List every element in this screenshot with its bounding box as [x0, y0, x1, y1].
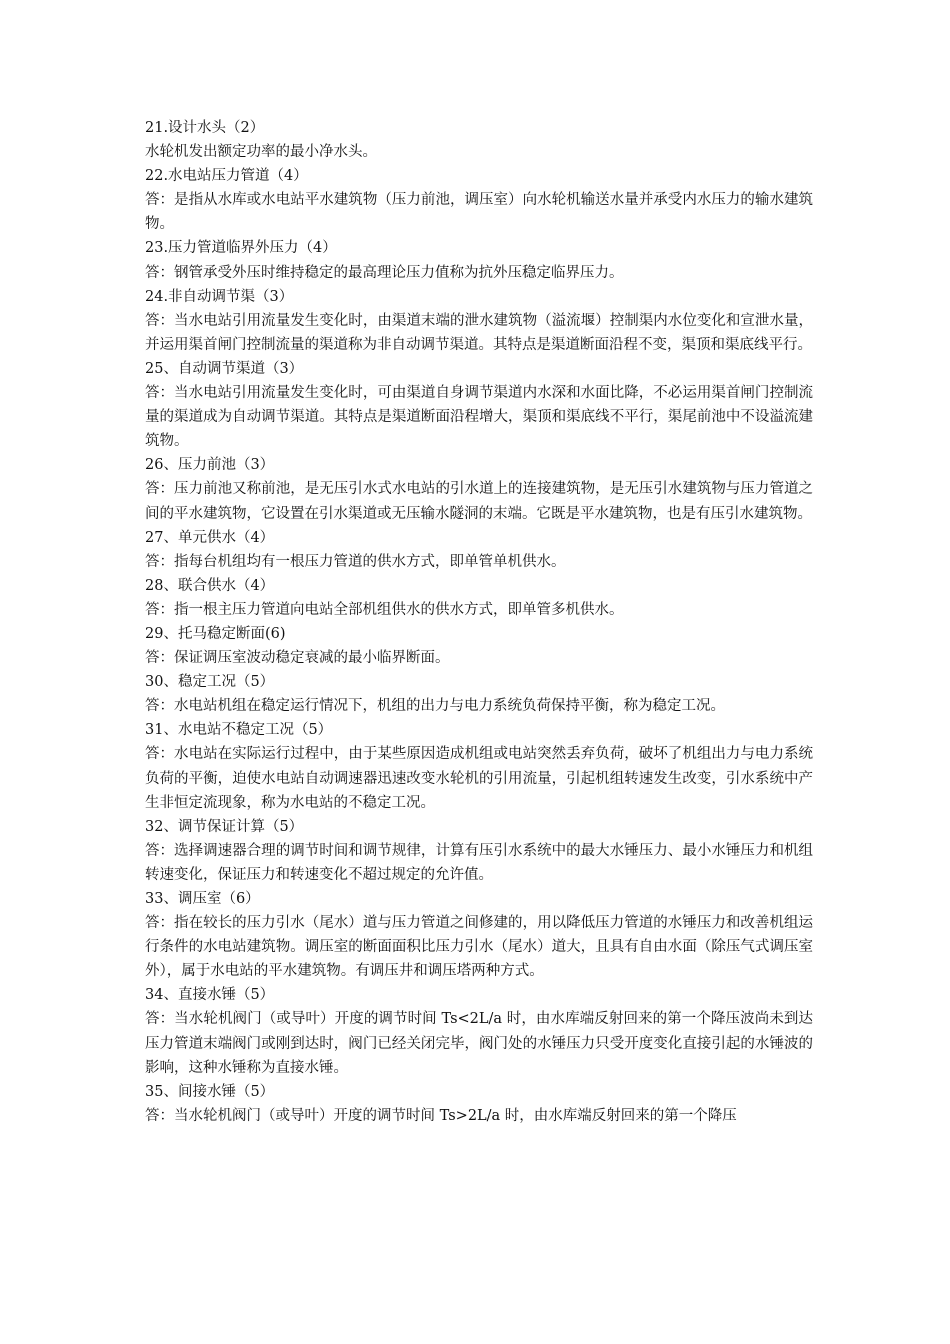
term-29: 29、托马稳定断面(6)	[145, 625, 286, 642]
term-28: 28、联合供水（4）	[145, 577, 275, 594]
term-32: 32、调节保证计算（5）	[145, 818, 304, 835]
answer-21: 水轮机发出额定功率的最小净水头。	[145, 144, 377, 161]
answer-27: 答：指每台机组均有一根压力管道的供水方式，即单管单机供水。	[145, 553, 566, 570]
answer-33: 答：指在较长的压力引水（尾水）道与压力管道之间修建的，用以降低压力管道的水锤压力和改善机组运行条件的水电站建筑物。调压室的断面面积比压力引水（尾水）道大，且具有自由水面（除压气式调压室外），属于水电站的平水建筑物。有调压井和调压塔两种方式。	[145, 915, 813, 980]
term-22: 22.水电站压力管道（4）	[145, 168, 308, 185]
answer-28: 答：指一根主压力管道向电站全部机组供水的供水方式，即单管多机供水。	[145, 601, 624, 618]
term-27: 27、单元供水（4）	[145, 529, 275, 546]
answer-24: 答：当水电站引用流量发生变化时，由渠道末端的泄水建筑物（溢流堰）控制渠内水位变化和宣泄水量，并运用渠首闸门控制流量的渠道称为非自动调节渠道。其特点是渠道断面沿程不变，渠顶和渠底线平行。	[145, 312, 813, 353]
term-24: 24.非自动调节渠（3）	[145, 288, 294, 305]
answer-29: 答：保证调压室波动稳定衰减的最小临界断面。	[145, 650, 450, 667]
term-33: 33、调压室（6）	[145, 891, 260, 907]
term-21: 21.设计水头（2）	[145, 120, 265, 136]
term-26: 26、压力前池（3）	[145, 457, 275, 474]
answer-34: 答：当水轮机阀门（或导叶）开度的调节时间 Ts<2L/a 时，由水库端反射回来的第一个降压波尚未到达压力管道末端阀门或刚到达时，阀门已经关闭完毕，阀门处的水锤压力只受开度变化直接引起的水锤波的影响，这种水锤称为直接水锤。	[145, 1011, 813, 1076]
term-30: 30、稳定工况（5）	[145, 674, 275, 691]
term-31: 31、水电站不稳定工况（5）	[145, 722, 333, 739]
answer-31: 答：水电站在实际运行过程中，由于某些原因造成机组或电站突然丢弃负荷，破坏了机组出力与电力系统负荷的平衡，迫使水电站自动调速器迅速改变水轮机的引用流量，引起机组转速发生改变，引水系统中产生非恒定流现象，称为水电站的不稳定工况。	[145, 746, 813, 811]
term-23: 23.压力管道临界外压力（4）	[145, 240, 337, 257]
answer-35: 答：当水轮机阀门（或导叶）开度的调节时间 Ts>2L/a 时，由水库端反射回来的第一个降压	[145, 1107, 737, 1124]
answer-32: 答：选择调速器合理的调节时间和调节规律，计算有压引水系统中的最大水锤压力、最小水锤压力和机组转速变化，保证压力和转速变化不超过规定的允许值。	[145, 842, 813, 883]
answer-25: 答：当水电站引用流量发生变化时，可由渠道自身调节渠道内水深和水面比降，不必运用渠首闸门控制流量的渠道成为自动调节渠道。其特点是渠道断面沿程增大，渠顶和渠底线不平行，渠尾前池中不设溢流建筑物。	[145, 385, 813, 450]
answer-23: 答：钢管承受外压时维持稳定的最高理论压力值称为抗外压稳定临界压力。	[145, 264, 624, 281]
term-35: 35、间接水锤（5）	[145, 1083, 275, 1100]
term-34: 34、直接水锤（5）	[145, 987, 275, 1004]
document-page	[145, 116, 813, 1128]
answer-30: 答：水电站机组在稳定运行情况下，机组的出力与电力系统负荷保持平衡，称为稳定工况。	[145, 698, 725, 715]
answer-26: 答：压力前池又称前池，是无压引水式水电站的引水道上的连接建筑物，是无压引水建筑物与压力管道之间的平水建筑物，它设置在引水渠道或无压输水隧洞的末端。它既是平水建筑物，也是有压引水建筑物。	[145, 481, 813, 522]
term-25: 25、自动调节渠道（3）	[145, 360, 304, 377]
answer-22: 答：是指从水库或水电站平水建筑物（压力前池，调压室）向水轮机输送水量并承受内水压力的输水建筑物。	[145, 192, 813, 233]
